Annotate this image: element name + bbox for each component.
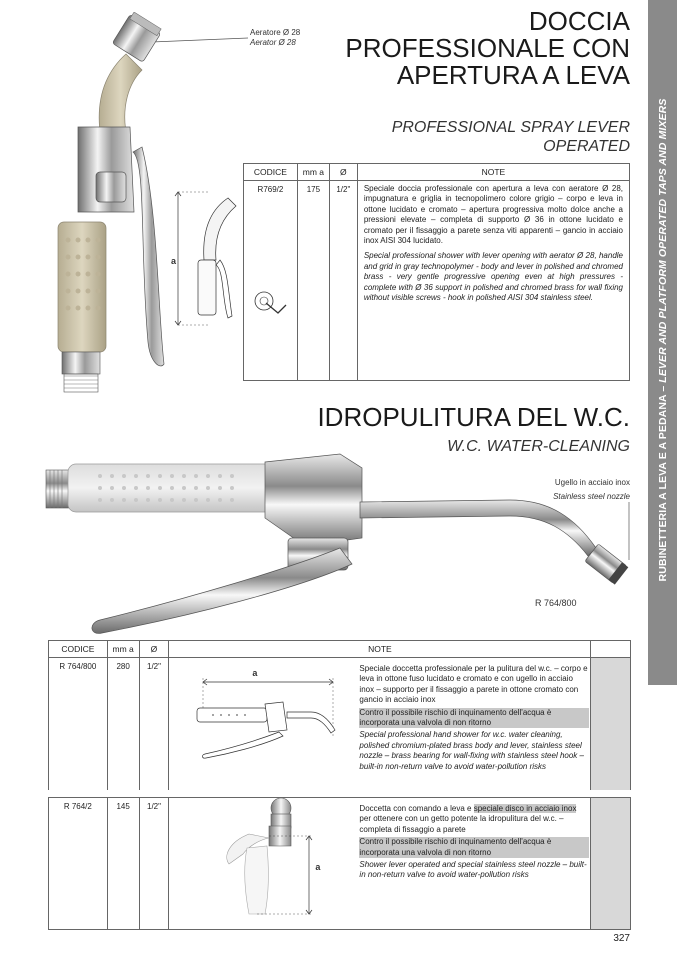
row-note-it: Speciale doccia professionale con apertura a leva con aeratore Ø 28, impugnatura e griglia in tecnopolimero colore grigio – corpo e leva in ottone lucidato e cromato – apertura progressiva molto dolce anche a pressioni elevate – completa di supporto Ø 36 in ottone lucidato e cromato per il fissaggio a parete senza viti apparenti – gancio in acciaio inox AISI 304 lucidato. <box>363 184 623 246</box>
row-note-it: Speciale doccetta professionale per la pulitura del w.c. – corpo e leva in ottone fuso lucidato e cromato e con ugello in acciaio inox – supporto per il fissaggio a parete in ottone cromato con gancio in acciaio inox <box>359 664 588 705</box>
col-mm: mm a <box>107 641 139 658</box>
aerator-callout <box>250 28 300 48</box>
row-mm: 145 <box>107 798 139 930</box>
wc-table-header <box>49 641 631 658</box>
col-codice: CODICE <box>244 164 298 181</box>
table-spacer <box>49 790 631 798</box>
section2-title: IDROPULITURA DEL W.C. <box>317 402 630 432</box>
row-note-en: Special professional hand shower for w.c. water cleaning, polished chromium-plated brass body and lever, stainless steel nozzle – brass bearing for wall-fixing with stainless steel hook – built-in non-return valve to avoid water-pollution risks <box>359 730 584 771</box>
wc-compact-dim-label: a <box>315 862 321 872</box>
side-tab-label <box>657 60 669 620</box>
spray-table-header <box>244 164 630 181</box>
row-dia: 1/2" <box>329 181 357 381</box>
row-mm: 280 <box>107 658 139 790</box>
professional-spray-image <box>38 12 173 397</box>
col-dia: Ø <box>139 641 169 658</box>
table-row <box>49 658 631 790</box>
wc-compact-shower-image <box>209 798 329 920</box>
page-number: 327 <box>613 933 630 944</box>
col-dia: Ø <box>329 164 357 181</box>
row-mm: 175 <box>297 181 329 381</box>
row-note <box>169 798 591 930</box>
aerator-callout-it: Aeratore Ø 28 <box>250 28 301 37</box>
col-note: NOTE <box>357 164 629 181</box>
row-dia: 1/2" <box>139 798 169 930</box>
row-dia: 1/2" <box>139 658 169 790</box>
row-drawing-cell <box>169 662 359 772</box>
nozzle-callout-it: Ugello in acciaio inox <box>554 478 630 487</box>
row-warning-it: Contro il possibile rischio di inquinamento dell'acqua è incorporata una valvola di non ritorno <box>359 837 589 858</box>
side-tab-text-en: LEVER AND PLATFORM OPERATED TAPS AND MIXERS <box>657 98 669 383</box>
row-drawing-cell <box>169 802 359 920</box>
wc-line-drawing <box>183 668 363 768</box>
product-code-label: R 764/800 <box>535 598 577 608</box>
table-row <box>244 181 630 381</box>
row-warning-it: Contro il possibile rischio di inquinamento dell'acqua è incorporata una valvola di non ritorno <box>359 708 589 729</box>
wc-dim-label: a <box>252 668 258 678</box>
row-note <box>357 181 629 381</box>
side-tab-text-it: RUBINETTERIA A LEVA E A PEDANA <box>657 394 669 582</box>
spray-dim-label: a <box>171 256 177 266</box>
col-codice: CODICE <box>49 641 108 658</box>
row-code: R 764/800 <box>49 658 108 790</box>
row-note-it-a: Doccetta con comando a leva e <box>359 804 474 813</box>
row-code: R 764/2 <box>49 798 108 930</box>
section2-subtitle: W.C. WATER-CLEANING <box>447 438 630 455</box>
col-mm: mm a <box>297 164 329 181</box>
row-note-en: Special professional shower with lever opening with aerator Ø 28, handle and grid in gray technopolymer - body and lever in polished and chromed brass - very gentle progressive opening even at high pressures - complete with Ø 36 support in polished and chromed brass for wall fixing without visible screws - hook in polished AISI 304 stainless steel. <box>363 251 623 303</box>
row-note-it-highlight: speciale disco in acciaio inox <box>473 804 577 813</box>
section1-title: DOCCIA PROFESSIONALE CON APERTURA A LEVA <box>345 6 630 90</box>
row-extra <box>591 658 631 790</box>
row-note-it-b: per ottenere con un getto potente la idropulitura del w.c. – completa di fissaggio a parete <box>359 814 564 834</box>
wc-table <box>48 640 631 930</box>
row-code: R769/2 <box>244 181 298 381</box>
table-row <box>49 798 631 930</box>
row-note <box>169 658 591 790</box>
row-extra <box>591 798 631 930</box>
spray-line-drawing <box>170 190 250 330</box>
col-note: NOTE <box>169 641 591 658</box>
wc-cleaning-shower-image <box>40 448 635 640</box>
row-note-text <box>359 662 589 772</box>
row-note-it <box>359 804 589 835</box>
row-note-text <box>359 802 589 920</box>
col-extra <box>591 641 631 658</box>
nozzle-callout-en: Stainless steel nozzle <box>553 492 630 501</box>
spray-table <box>243 163 630 381</box>
side-tab-separator: – <box>657 382 669 395</box>
aerator-callout-en: Aerator Ø 28 <box>250 38 296 47</box>
row-note-en: Shower lever operated and special stainless steel nozzle – built-in non-return valve to avoid water-pollution risks <box>359 860 587 880</box>
section1-subtitle: PROFESSIONAL SPRAY LEVER OPERATED <box>391 119 630 155</box>
